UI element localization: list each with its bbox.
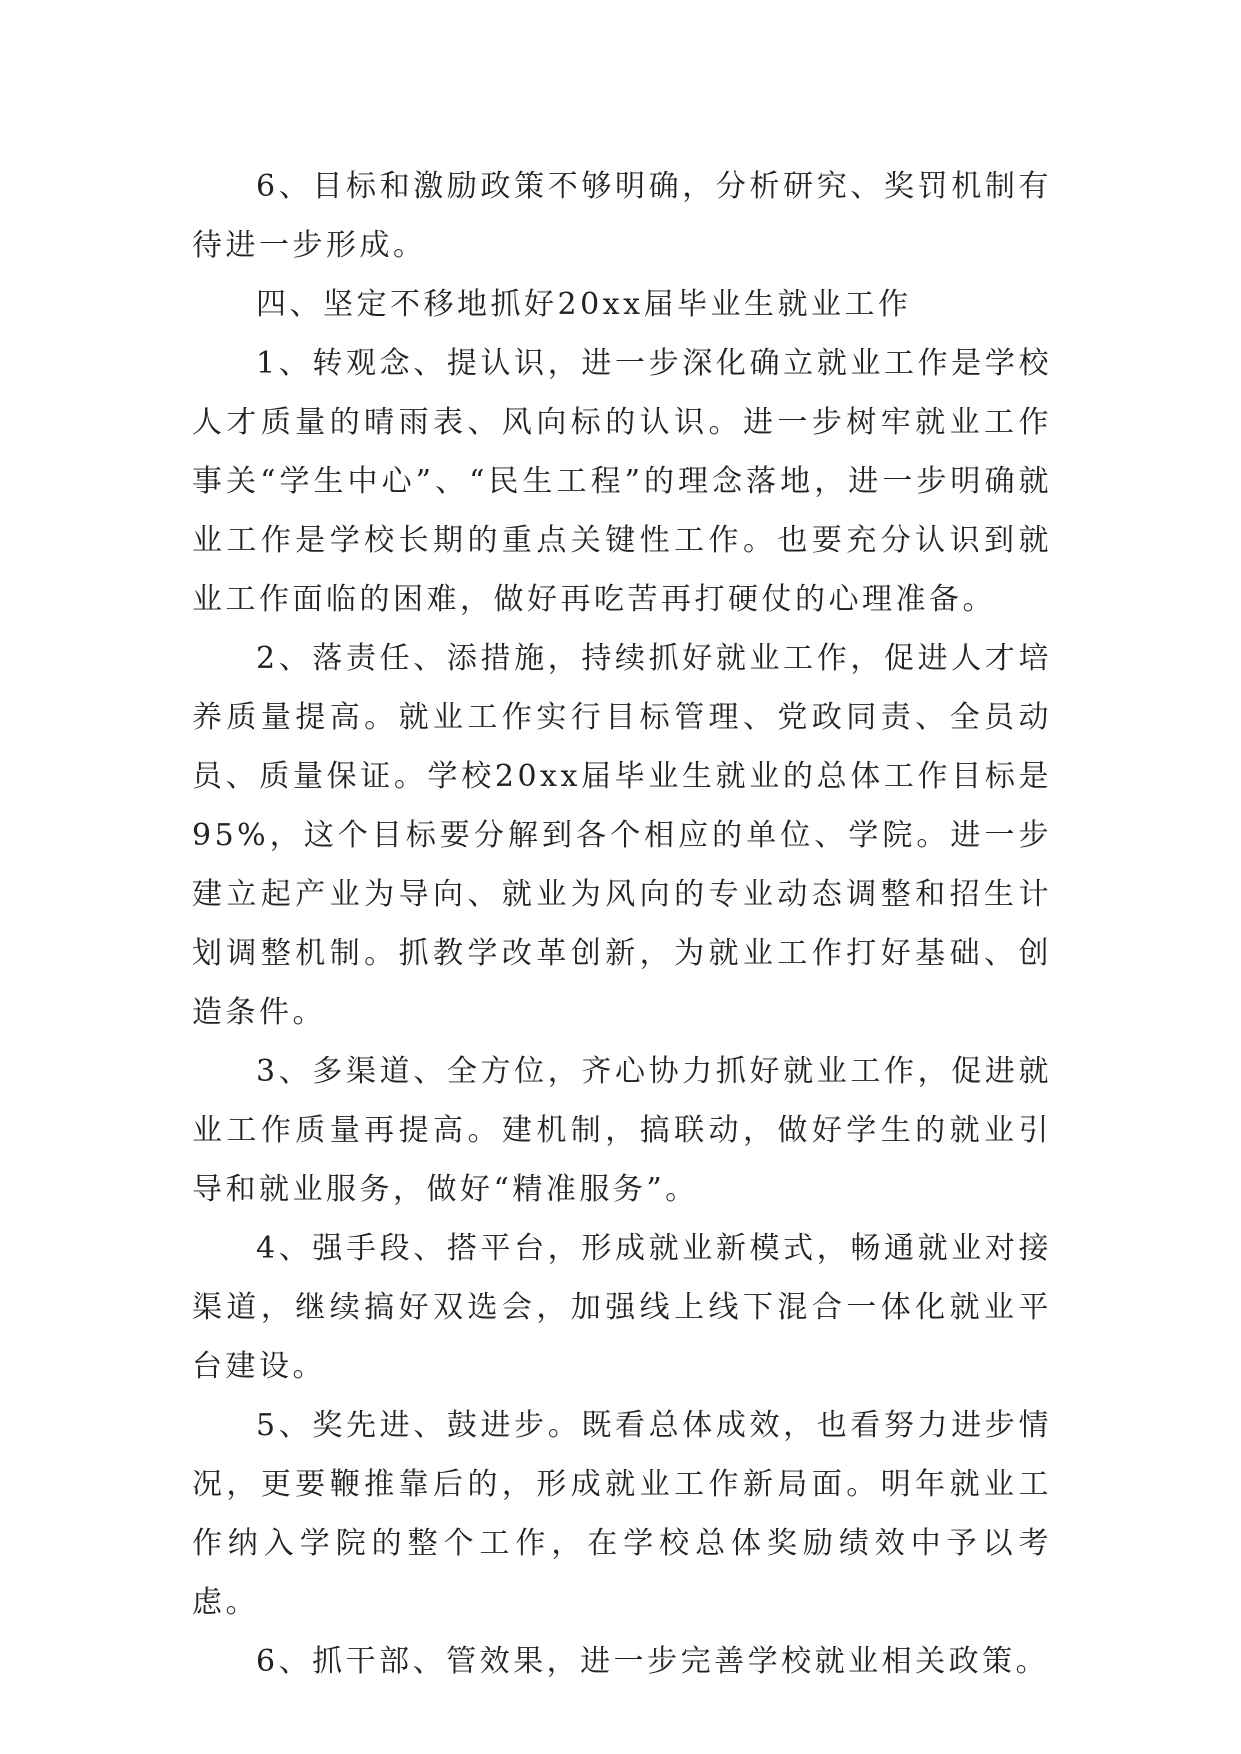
paragraph-item-1: 1、转观念、提认识，进一步深化确立就业工作是学校人才质量的晴雨表、风向标的认识。进一步树牢就业工作事关“学生中心”、“民生工程”的理念落地，进一步明确就业工作是学校长期的重点关键性工作。也要充分认识到就业工作面临的困难，做好再吃苦再打硬仗的心理准备。 [192, 346, 1052, 617]
paragraph-item-2: 2、落责任、添措施，持续抓好就业工作，促进人才培养质量提高。就业工作实行目标管理、党政同责、全员动员、质量保证。学校20xx届毕业生就业的总体工作目标是95%，这个目标要分解到各个相应的单位、学院。进一步建立起产业为导向、就业为风向的专业动态调整和招生计划调整机制。抓教学改革创新，为就业工作打好基础、创造条件。 [192, 641, 1052, 1030]
paragraph-item-6: 6、抓干部、管效果，进一步完善学校就业相关政策。 [256, 1644, 1050, 1679]
section-heading-4: 四、坚定不移地抓好20xx届毕业生就业工作 [256, 287, 912, 322]
paragraph-item-3: 3、多渠道、全方位，齐心协力抓好就业工作，促进就业工作质量再提高。建机制，搞联动，做好学生的就业引导和就业服务，做好“精准服务”。 [192, 1054, 1052, 1207]
paragraph-issue-6: 6、目标和激励政策不够明确，分析研究、奖罚机制有待进一步形成。 [192, 169, 1052, 263]
document-body [192, 157, 1052, 1691]
paragraph-item-4: 4、强手段、搭平台，形成就业新模式，畅通就业对接渠道，继续搞好双选会，加强线上线下混合一体化就业平台建设。 [192, 1231, 1052, 1384]
paragraph-item-5: 5、奖先进、鼓进步。既看总体成效，也看努力进步情况，更要鞭推靠后的，形成就业工作新局面。明年就业工作纳入学院的整个工作，在学校总体奖励绩效中予以考虑。 [192, 1408, 1052, 1620]
